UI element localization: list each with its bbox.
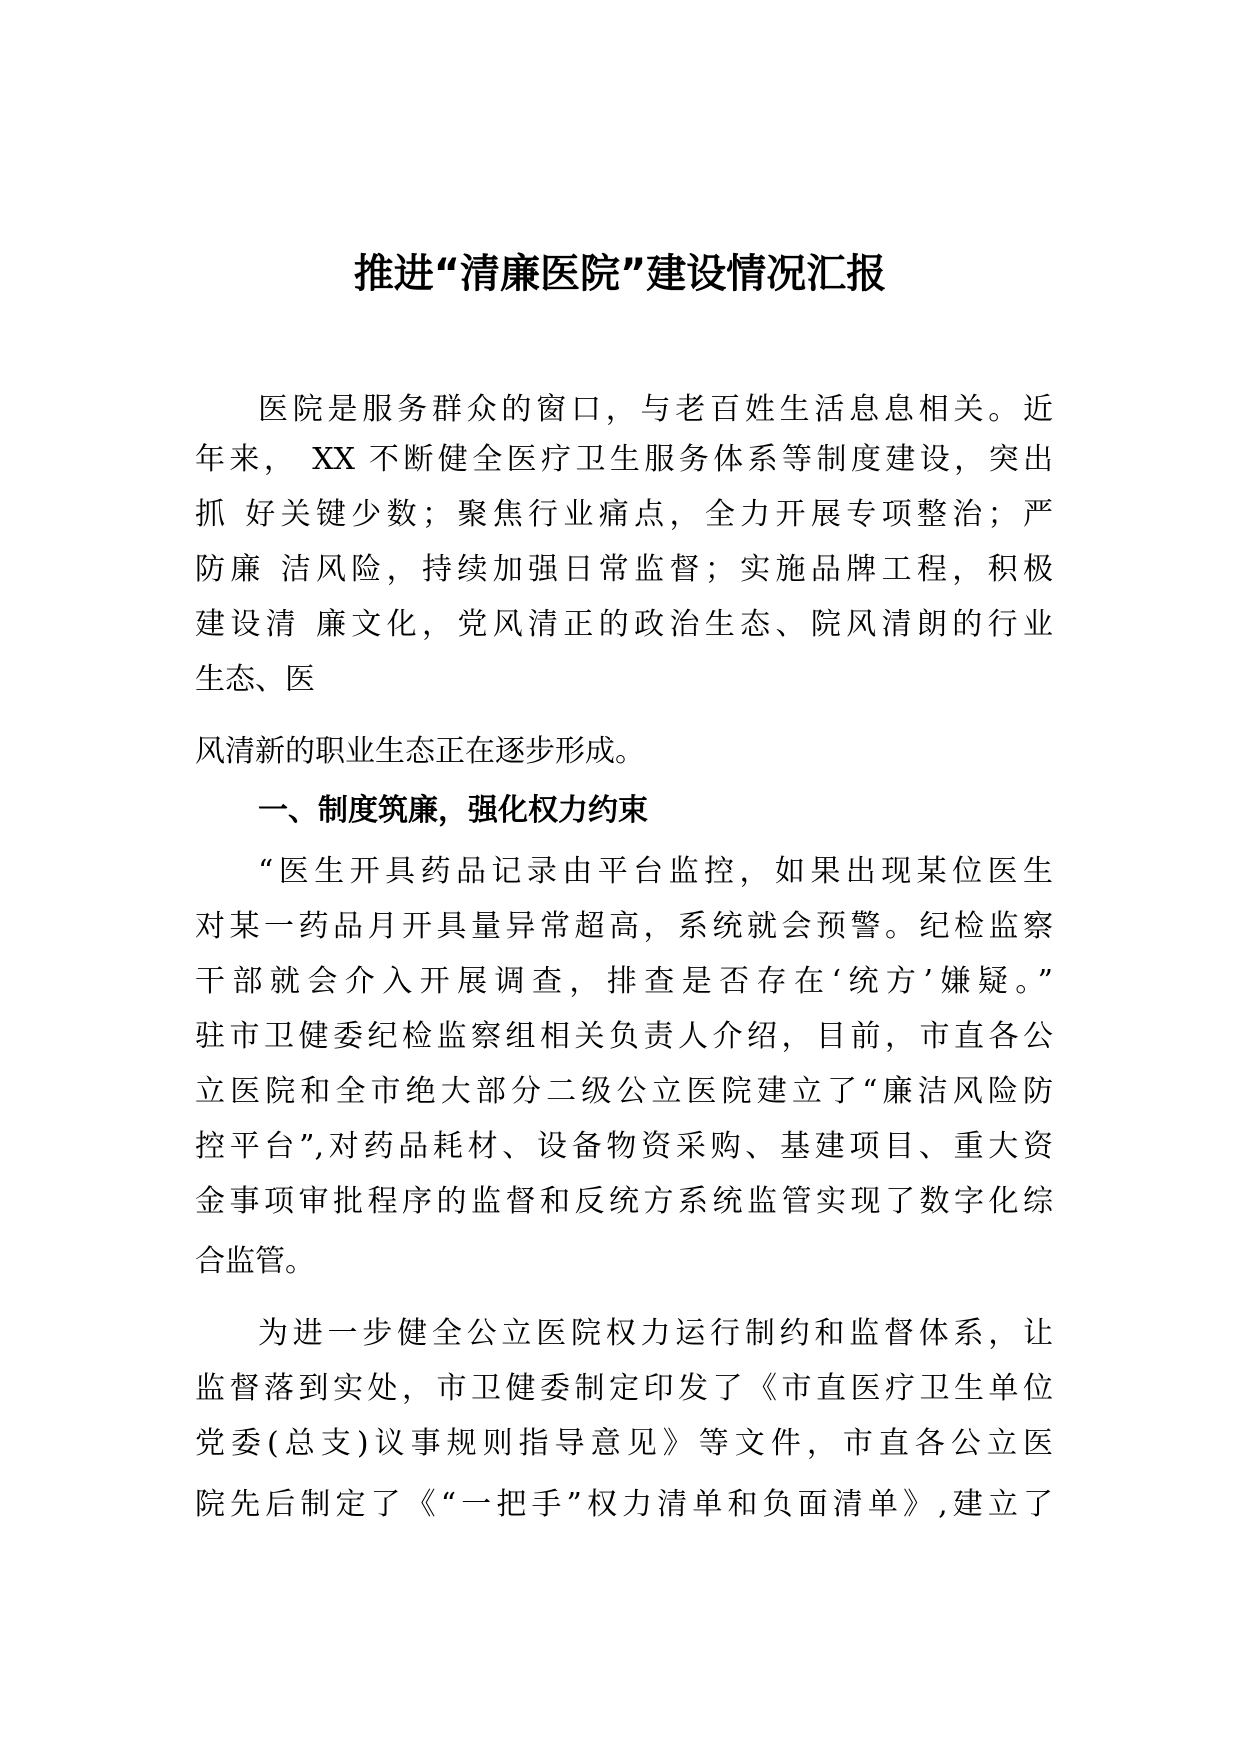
paragraph-1-line-6: 控平台”,对药品耗材、设备物资采购、基建项目、重大资 [195, 1129, 1053, 1164]
paragraph-1-line-1: “医生开具药品记录由平台监控，如果出现某位医生 [258, 854, 1053, 889]
document-title: 推进“清廉医院”建设情况汇报 [353, 251, 887, 297]
intro-line-5: 建设清 廉文化，党风清正的政治生态、院风清朗的行业 [195, 607, 1053, 642]
paragraph-1-line-5: 立医院和全市绝大部分二级公立医院建立了“廉洁风险防 [195, 1074, 1053, 1109]
paragraph-2-line-4: 院先后制定了《“一把手”权力清单和负面清单》,建立了 [195, 1487, 1053, 1522]
intro-line-6: 生态、医 [195, 662, 315, 697]
intro-line-4: 防廉 洁风险，持续加强日常监督；实施品牌工程，积极 [195, 552, 1053, 587]
paragraph-1-line-4: 驻市卫健委纪检监察组相关负责人介绍，目前，市直各公 [195, 1019, 1053, 1054]
paragraph-1-line-3: 干部就会介入开展调查，排查是否存在‘统方’嫌疑。” [195, 964, 1053, 999]
paragraph-2-line-2: 监督落到实处，市卫健委制定印发了《市直医疗卫生单位 [195, 1371, 1053, 1406]
paragraph-2-line-3: 党委(总支)议事规则指导意见》等文件，市直各公立医 [195, 1426, 1053, 1461]
paragraph-1-line-7: 金事项审批程序的监督和反统方系统监管实现了数字化综 [195, 1184, 1053, 1219]
paragraph-1-line-2: 对某一药品月开具量异常超高，系统就会预警。纪检监察 [195, 909, 1053, 944]
intro-line-1: 医院是服务群众的窗口，与老百姓生活息息相关。近 [258, 392, 1053, 427]
paragraph-1-line-8: 合监管。 [195, 1244, 315, 1279]
intro-line-2: 年来， XX 不断健全医疗卫生服务体系等制度建设，突出 [195, 442, 1053, 477]
paragraph-2-line-1: 为进一步健全公立医院权力运行制约和监督体系，让 [258, 1316, 1053, 1351]
intro-line-3: 抓 好关键少数；聚焦行业痛点，全力开展专项整治；严 [195, 497, 1053, 532]
section-heading: 一、制度筑廉，强化权力约束 [258, 793, 648, 828]
intro-line-7: 风清新的职业生态正在逐步形成。 [195, 734, 645, 769]
